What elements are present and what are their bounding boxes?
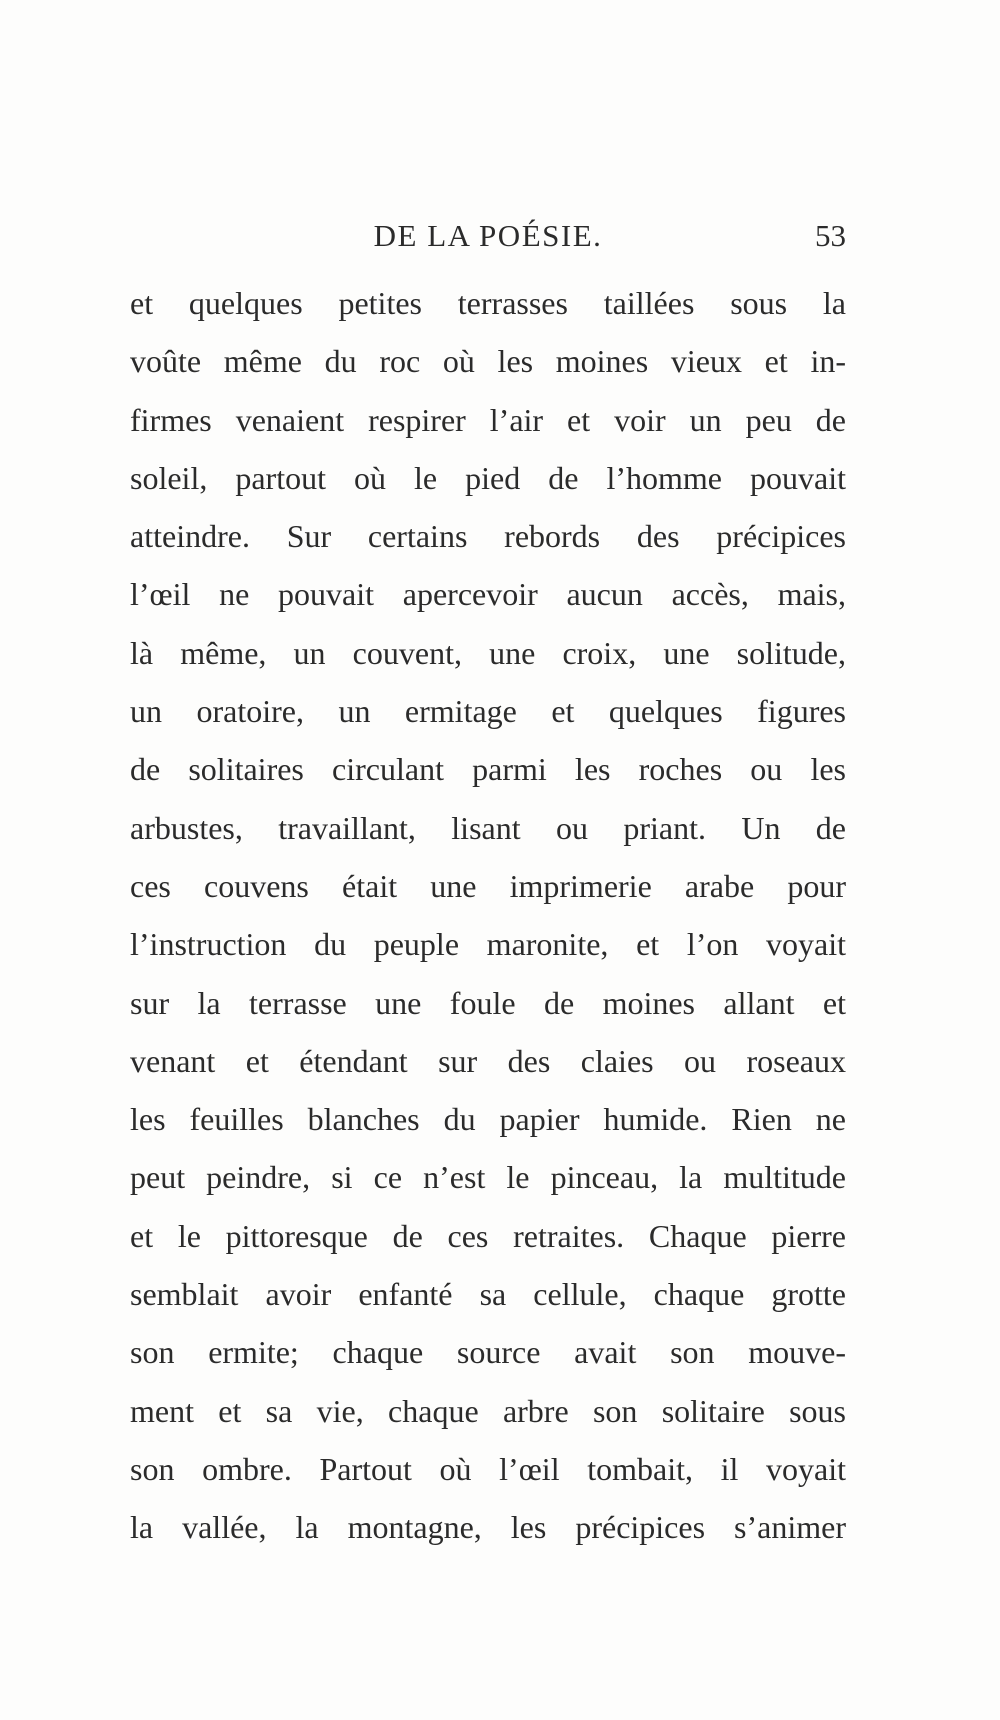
text-line: semblait avoir enfanté sa cellule, chaque grotte: [130, 1276, 846, 1313]
text-line: et quelques petites terrasses taillées sous la: [130, 285, 846, 321]
text-line: son ombre. Partout où l’œil tombait, il voyait: [130, 1450, 846, 1487]
text-line: les feuilles blanches du papier humide. Rien ne: [130, 1101, 846, 1138]
text-line: la vallée, la montagne, les précipices s’animer: [130, 1509, 846, 1546]
text-line: venant et étendant sur des claies ou roseaux: [130, 1042, 846, 1079]
text-line: arbustes, travaillant, lisant ou priant. Un de: [130, 809, 846, 846]
text-line: soleil, partout où le pied de l’homme pouvait: [130, 459, 846, 496]
text-line: sur la terrasse une foule de moines allant et: [130, 984, 846, 1021]
text-line: ces couvens était une imprimerie arabe pour: [130, 867, 846, 904]
text-line: de solitaires circulant parmi les roches ou les: [130, 751, 846, 788]
text-line: l’instruction du peuple maronite, et l’on voyait: [130, 926, 846, 963]
page-number: 53: [815, 218, 846, 253]
body-text: [130, 274, 846, 1557]
text-line: atteindre. Sur certains rebords des précipices: [130, 518, 846, 555]
text-line: ment et sa vie, chaque arbre son solitaire sous: [130, 1392, 846, 1429]
text-line: voûte même du roc où les moines vieux et in-: [130, 343, 846, 380]
text-line: l’œil ne pouvait apercevoir aucun accès, mais,: [130, 576, 846, 613]
running-head: [130, 212, 846, 260]
text-line: firmes venaient respirer l’air et voir un peu de: [130, 401, 846, 438]
text-line: son ermite; chaque source avait son mouve-: [130, 1334, 846, 1371]
text-line: peut peindre, si ce n’est le pinceau, la multitude: [130, 1159, 846, 1196]
running-title: DE LA POÉSIE.: [373, 218, 603, 253]
text-line: là même, un couvent, une croix, une solitude,: [130, 634, 846, 671]
text-line: un oratoire, un ermitage et quelques figures: [130, 693, 846, 730]
text-line: et le pittoresque de ces retraites. Chaque pierre: [130, 1217, 846, 1254]
